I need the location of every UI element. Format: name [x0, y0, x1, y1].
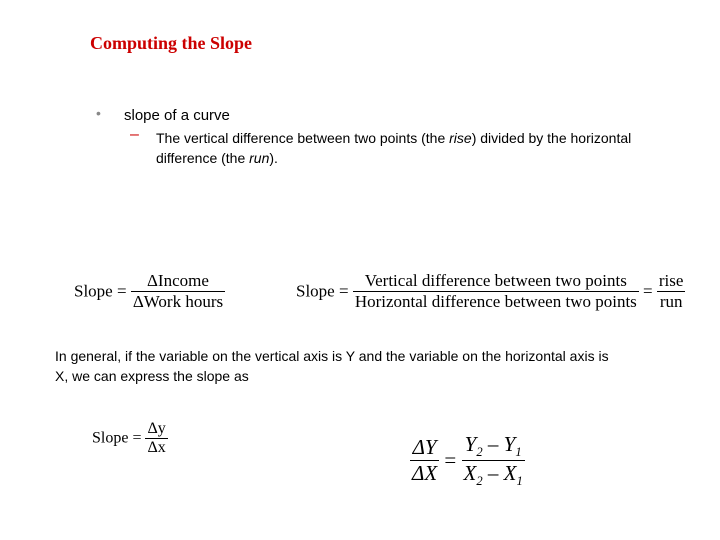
eq4-equals: =: [444, 448, 457, 473]
eq2-run: run: [657, 291, 686, 312]
eq4-numerator: ΔY: [412, 435, 437, 460]
eq4-x2-sub: 2: [476, 474, 483, 489]
eq4-fraction: [410, 435, 439, 486]
eq4-y2-sub: 2: [476, 445, 483, 460]
eq4-x2: X: [463, 461, 477, 486]
sub-text-post: ).: [269, 150, 278, 166]
sub-bullet-dash-icon: –: [130, 126, 139, 143]
eq2-fraction-rise-run: [657, 271, 686, 312]
eq4-y2: Y: [464, 432, 477, 456]
sub-text-run: run: [249, 150, 270, 166]
eq4-fraction-diff: [462, 432, 525, 489]
eq4-denominator: ΔX: [412, 461, 438, 486]
eq2-numerator: Vertical difference between two points: [364, 271, 627, 290]
sub-text-rise: rise: [449, 130, 472, 146]
eq1-numerator: ΔIncome: [147, 271, 209, 290]
eq2-rise: rise: [658, 271, 684, 290]
eq3-fraction: [145, 420, 167, 457]
general-paragraph: In general, if the variable on the vertical axis is Y and the variable on the horizontal axis is X, we can express the slope as: [55, 348, 609, 384]
sub-text-mid: ) divided by the horizontal difference (the: [156, 130, 632, 166]
eq3-denominator: Δx: [147, 439, 166, 456]
slide-title: Computing the Slope: [90, 33, 253, 53]
sub-bullet-text: [156, 128, 676, 168]
eq3-numerator: Δy: [147, 420, 166, 437]
eq2-equals: =: [643, 281, 653, 301]
sub-text-pre: The vertical difference between two points (the: [156, 130, 450, 146]
eq2-fraction: [353, 271, 639, 312]
eq4-y1-sub: 1: [515, 445, 522, 460]
bullet-dot-icon: •: [96, 105, 101, 121]
equation-general: [410, 432, 525, 489]
eq4-numerator-diff: [462, 432, 525, 460]
equation-rise-run: [296, 271, 685, 312]
eq4-x1: – X: [482, 461, 517, 486]
equation-income: [74, 271, 225, 312]
eq3-lhs: Slope =: [92, 429, 142, 447]
eq1-lhs: Slope =: [74, 281, 127, 301]
eq4-y1: – Y: [482, 432, 516, 456]
eq1-fraction: [131, 271, 225, 312]
eq1-denominator: ΔWork hours: [132, 292, 224, 311]
equation-delta-yx: [92, 420, 168, 457]
eq4-x1-sub: 1: [516, 474, 523, 489]
eq4-denominator-diff: [462, 460, 525, 489]
bullet-text: slope of a curve: [124, 107, 230, 124]
eq2-denominator: Horizontal difference between two points: [354, 292, 637, 311]
eq2-lhs: Slope =: [296, 281, 349, 301]
